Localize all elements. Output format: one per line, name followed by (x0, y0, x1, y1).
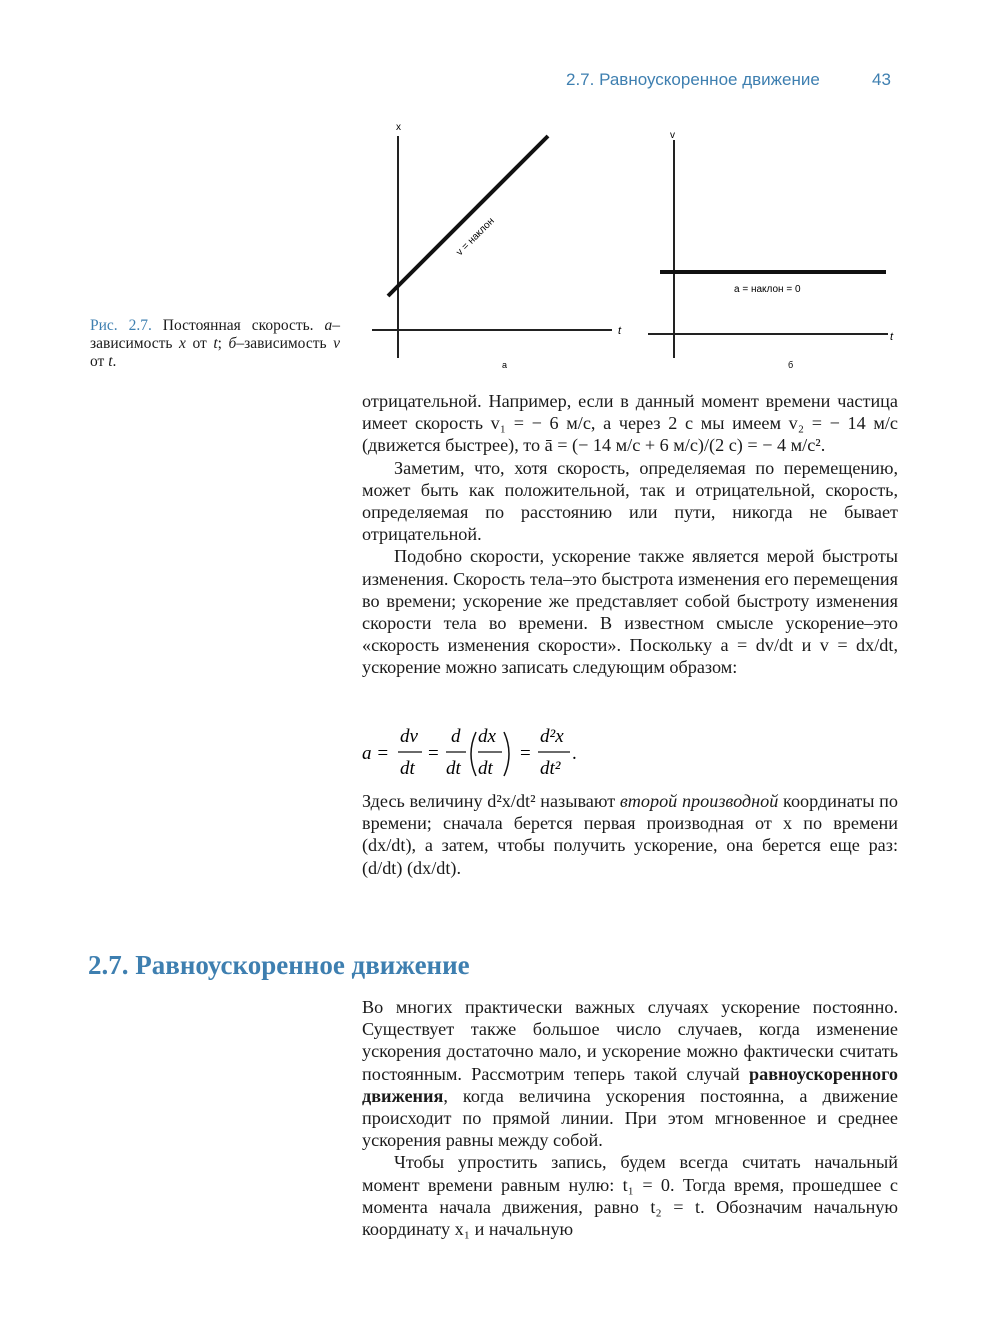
right-y-label: v (670, 130, 675, 141)
caption-text: Постоянная скорость. (151, 317, 325, 334)
formula-frac1-num: dv (400, 726, 418, 747)
caption-part-a: а (324, 317, 333, 334)
formula-frac2-den: dt (446, 758, 461, 779)
left-panel-label: а (502, 360, 508, 370)
caption-text: –зависимость (90, 317, 340, 352)
caption-text: . (112, 353, 117, 370)
formula-frac4-num: d²x (540, 726, 564, 747)
section-paragraph-1-start: Во многих практически важных случаях ускорение постоянно. Существует также большое число случаев, когда изменение ускорения достаточно мало, и ускорение можно фактически считать постоянным. Рассмотрим теперь такой случай (362, 997, 898, 1084)
section-paragraph-1-end: , когда величина ускорения постоянна, а движение происходит по прямой линии. При этом мгновенное и среднее ускорения равны между собой. (362, 1085, 898, 1151)
paragraph-4-end: координаты по времени; сначала берется первая производная от x по времени (dx/dt), а затем, чтобы получить ускорение, она берется еще раз: (d/dt) (dx/dt). (362, 791, 898, 878)
formula-frac1-den: dt (400, 758, 415, 779)
paragraph-4 (362, 790, 898, 879)
section-heading: 2.7. Равноускоренное движение (88, 950, 470, 980)
caption-var: x (179, 335, 186, 352)
formula-lhs: a = (362, 743, 390, 764)
paragraph-4-emphasis: второй производной (619, 791, 779, 811)
caption-part-b: б (228, 335, 237, 352)
formula-frac3-den: dt (478, 758, 493, 779)
caption-text: ; (217, 335, 229, 352)
body-text-after-formula (362, 790, 898, 879)
formula-eq1: = (428, 743, 439, 764)
figure-svg (360, 118, 900, 370)
formula-frac2-num: d (451, 726, 461, 747)
caption-var: t (213, 335, 218, 352)
formula-frac3-num: dx (478, 726, 496, 747)
section-paragraph-1-bold: равноускоренного движения (362, 1063, 898, 1106)
left-slope-line (388, 136, 548, 296)
section-body (362, 996, 898, 1240)
formula-end: . (572, 743, 577, 764)
caption-text: от (185, 335, 214, 352)
paragraph-2: Заметим, что, хотя скорость, определяемая по перемещению, может быть как положительной, так и отрицательной, скорость, определяемая по расстоянию или пути, никогда не бывает отрицательной. (362, 457, 898, 545)
paragraph-1: отрицательной. Например, если в данный момент времени частица имеет скорость v₁ = − 6 м/с, а через 2 с мы имеем v₂ = − 14 м/с (движется быстрее), то ā = (− 14 м/с + 6 м/с)/(2 с) = − 4 м/с². (362, 391, 898, 456)
caption-var: t (108, 353, 113, 370)
right-panel-label: б (788, 360, 794, 370)
figure-caption (90, 317, 340, 371)
page-number: 43 (872, 70, 891, 89)
left-x-label: t (618, 325, 622, 337)
caption-text: от (90, 353, 109, 370)
left-y-label: x (396, 122, 401, 133)
right-line-label: a = наклон = 0 (734, 284, 801, 295)
formula-svg (362, 724, 662, 782)
caption-var: v (333, 335, 340, 352)
running-header (566, 70, 896, 90)
figure-2-7 (360, 118, 900, 375)
section-paragraph-2: Чтобы упростить запись, будем всегда считать начальный момент времени равным нулю: t₁ = 0. Тогда время, прошедшее с момента начала движения, равно t₂ = t. Обозначим начальную координату x₁ и начальную (362, 1152, 898, 1240)
formula-eq2: = (520, 743, 531, 764)
paragraph-3: Подобно скорости, ускорение также является мерой быстроты изменения. Скорость тела–это быстрота изменения его перемещения во времени; ускорение же представляет собой быстроту изменения скорости тела во времени. В известном смысле ускорение–это «скорость изменения скорости». Поскольку a = dv/dt и v = dx/dt, ускорение можно записать следующим образом: (362, 546, 898, 678)
caption-label: Рис. 2.7. (90, 317, 152, 334)
caption-text: –зависимость (236, 335, 334, 352)
section-paragraph-1 (362, 996, 898, 1151)
right-x-label: t (890, 331, 894, 343)
header-section-title: 2.7. Равноускоренное движение (566, 70, 820, 89)
formula-frac4-den: dt² (540, 758, 561, 779)
body-text-top (362, 390, 898, 679)
left-line-label: v = наклон (454, 215, 497, 259)
paragraph-4-start: Здесь величину d²x/dt² называют (362, 791, 620, 811)
acceleration-formula (362, 724, 662, 782)
